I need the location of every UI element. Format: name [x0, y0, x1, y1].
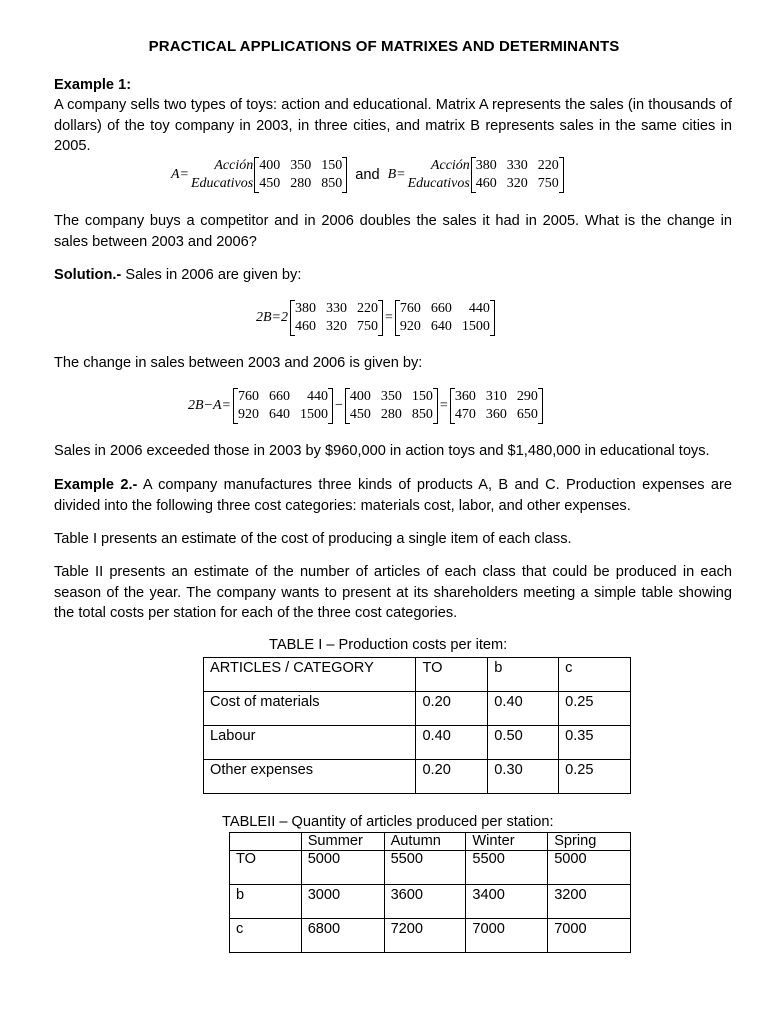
matrix-cell: 400	[259, 158, 281, 173]
row-label: Educativos	[191, 176, 254, 191]
table-cell: 7000	[548, 919, 631, 953]
table-cell: 5500	[466, 851, 548, 885]
matrix-2b-repeat	[233, 388, 333, 424]
matrix-cell: 640	[269, 407, 290, 422]
matrix-cell: 150	[321, 158, 343, 173]
matrix-cell: 1500	[461, 319, 490, 334]
matrix-cell: 460	[295, 319, 316, 334]
matrix-cell: 470	[454, 407, 476, 422]
matrix-cell: 750	[357, 319, 378, 334]
table1-intro: Table I presents an estimate of the cost of producing a single item of each class.	[54, 531, 572, 547]
row-label: Acción	[430, 158, 470, 173]
table-header-cell: Winter	[466, 833, 548, 851]
table-header-cell: Autumn	[384, 833, 466, 851]
matrix-cell: 750	[537, 176, 559, 191]
matrix-cell: 400	[349, 389, 371, 404]
table-header-cell: Summer	[301, 833, 384, 851]
table-header-row	[204, 658, 631, 692]
table-cell: 0.20	[416, 692, 488, 726]
table2	[229, 832, 631, 953]
row-label: Acción	[214, 158, 254, 173]
matrix-cell: 920	[399, 319, 421, 334]
table-cell: 7200	[384, 919, 466, 953]
matrix-a	[254, 157, 347, 193]
matrix-cell: 280	[290, 176, 312, 191]
matrix-a-row-labels	[191, 157, 253, 193]
matrix-cell: 850	[321, 176, 343, 191]
table-row	[204, 726, 631, 760]
table-header-cell: b	[488, 658, 559, 692]
example2-paragraph	[54, 475, 732, 516]
table-row	[204, 760, 631, 794]
matrix-cell: 320	[326, 319, 347, 334]
table-header-cell: ARTICLES / CATEGORY	[204, 658, 416, 692]
table-cell: 3200	[548, 885, 631, 919]
and-word: and	[355, 167, 380, 183]
matrix-cell: 450	[349, 407, 371, 422]
matrix-cell: 460	[475, 176, 497, 191]
solution-label: Solution.-	[54, 267, 122, 283]
table-header-cell: c	[559, 658, 631, 692]
example1-question: The company buys a competitor and in 2006 doubles the sales it had in 2005. What is the change in sales between 2003 and 2006?	[54, 213, 732, 250]
equals-sign: =	[385, 310, 393, 325]
table1-caption: TABLE I – Production costs per item:	[269, 637, 508, 653]
matrix-b-repeat	[290, 300, 383, 336]
table-row	[230, 919, 631, 953]
table-header-cell: TO	[416, 658, 488, 692]
equation-2b-lhs: 2B=2	[256, 310, 288, 325]
matrix-cell: 650	[516, 407, 538, 422]
example2-heading: Example 2.-	[54, 477, 138, 493]
table-cell: 0.25	[559, 760, 631, 794]
matrix-cell: 760	[399, 301, 421, 316]
solution-paragraph	[54, 265, 732, 286]
table-row	[230, 851, 631, 885]
table-cell: Cost of materials	[204, 692, 416, 726]
table-cell: 5000	[301, 851, 384, 885]
matrix-cell: 760	[238, 389, 259, 404]
matrix-difference	[450, 388, 543, 424]
matrix-cell: 380	[295, 301, 316, 316]
matrix-cell: 220	[537, 158, 559, 173]
matrix-cell: 920	[238, 407, 259, 422]
table-cell: c	[230, 919, 302, 953]
matrix-cell: 310	[485, 389, 507, 404]
matrix-2b	[395, 300, 495, 336]
row-label: Educativos	[407, 176, 470, 191]
matrix-cell: 640	[430, 319, 452, 334]
matrix-cell: 350	[380, 389, 402, 404]
equals-sign: =	[439, 398, 448, 413]
table-cell: 0.40	[488, 692, 559, 726]
example1-heading-text: Example 1:	[54, 77, 132, 93]
matrix-cell: 380	[475, 158, 497, 173]
matrix-cell: 440	[468, 301, 490, 316]
matrix-cell: 330	[326, 301, 347, 316]
table-cell: TO	[230, 851, 302, 885]
table-cell: Other expenses	[204, 760, 416, 794]
matrices-a-b	[171, 157, 564, 193]
table-cell: 0.50	[488, 726, 559, 760]
table-cell: 7000	[466, 919, 548, 953]
table-cell: 0.25	[559, 692, 631, 726]
matrix-cell: 150	[411, 389, 433, 404]
table-cell: 3400	[466, 885, 548, 919]
table-header-cell: Spring	[548, 833, 631, 851]
matrix-cell: 1500	[300, 407, 328, 422]
change-text: The change in sales between 2003 and 2006 is given by:	[54, 355, 423, 371]
matrix-cell: 360	[485, 407, 507, 422]
matrix-cell: 360	[454, 389, 476, 404]
conclusion-text: Sales in 2006 exceeded those in 2003 by $960,000 in action toys and $1,480,000 in educational toys.	[54, 443, 710, 459]
matrix-cell: 220	[357, 301, 378, 316]
table-cell: 5500	[384, 851, 466, 885]
table1	[203, 657, 631, 794]
equation-difference-lhs: 2B−A=	[188, 398, 231, 413]
matrix-cell: 660	[269, 389, 290, 404]
table2-intro: Table II presents an estimate of the number of articles of each class that could be produced in each season of the year. The company wants to present at its shareholders meeting a simple table showing the total costs per station for each of the three cost categories.	[54, 564, 732, 621]
matrix-cell: 320	[506, 176, 528, 191]
table-cell: Labour	[204, 726, 416, 760]
matrix-cell: 350	[290, 158, 312, 173]
example2-text: A company manufactures three kinds of products A, B and C. Production expenses are divided into the following three cost categories: materials cost, labor, and other expenses.	[54, 477, 732, 514]
table-cell: 5000	[548, 851, 631, 885]
table-cell: 0.30	[488, 760, 559, 794]
matrix-b-row-labels	[408, 157, 470, 193]
matrix-a-repeat	[345, 388, 438, 424]
table2-caption: TABLEII – Quantity of articles produced per station:	[222, 814, 554, 830]
matrix-cell: 290	[516, 389, 538, 404]
table-row	[204, 692, 631, 726]
matrix-cell: 450	[259, 176, 281, 191]
table-row	[230, 885, 631, 919]
page-title: PRACTICAL APPLICATIONS OF MATRIXES AND DETERMINANTS	[148, 38, 620, 55]
example1-heading	[54, 75, 732, 96]
equation-2b	[256, 300, 495, 336]
table-cell: 6800	[301, 919, 384, 953]
table-cell: 3000	[301, 885, 384, 919]
matrix-a-label: A=	[171, 167, 189, 182]
example1-text: A company sells two types of toys: action and educational. Matrix A represents the sales (in thousands of dollars) of the toy company in 2003, in three cities, and matrix B represents sales in the same cities in 2005.	[54, 97, 732, 154]
solution-text: Sales in 2006 are given by:	[121, 267, 302, 283]
matrix-cell: 850	[411, 407, 433, 422]
minus-sign: −	[335, 398, 343, 413]
matrix-b-label: B=	[387, 167, 406, 182]
equation-difference	[188, 388, 543, 424]
table-cell: 0.40	[416, 726, 488, 760]
table-cell: 0.35	[559, 726, 631, 760]
matrix-cell: 440	[307, 389, 328, 404]
matrix-cell: 330	[506, 158, 528, 173]
table-cell: b	[230, 885, 302, 919]
table-header-cell	[230, 833, 302, 851]
table-cell: 3600	[384, 885, 466, 919]
matrix-cell: 280	[380, 407, 402, 422]
table-cell: 0.20	[416, 760, 488, 794]
matrix-b	[471, 157, 564, 193]
matrix-cell: 660	[430, 301, 452, 316]
table-header-row	[230, 833, 631, 851]
